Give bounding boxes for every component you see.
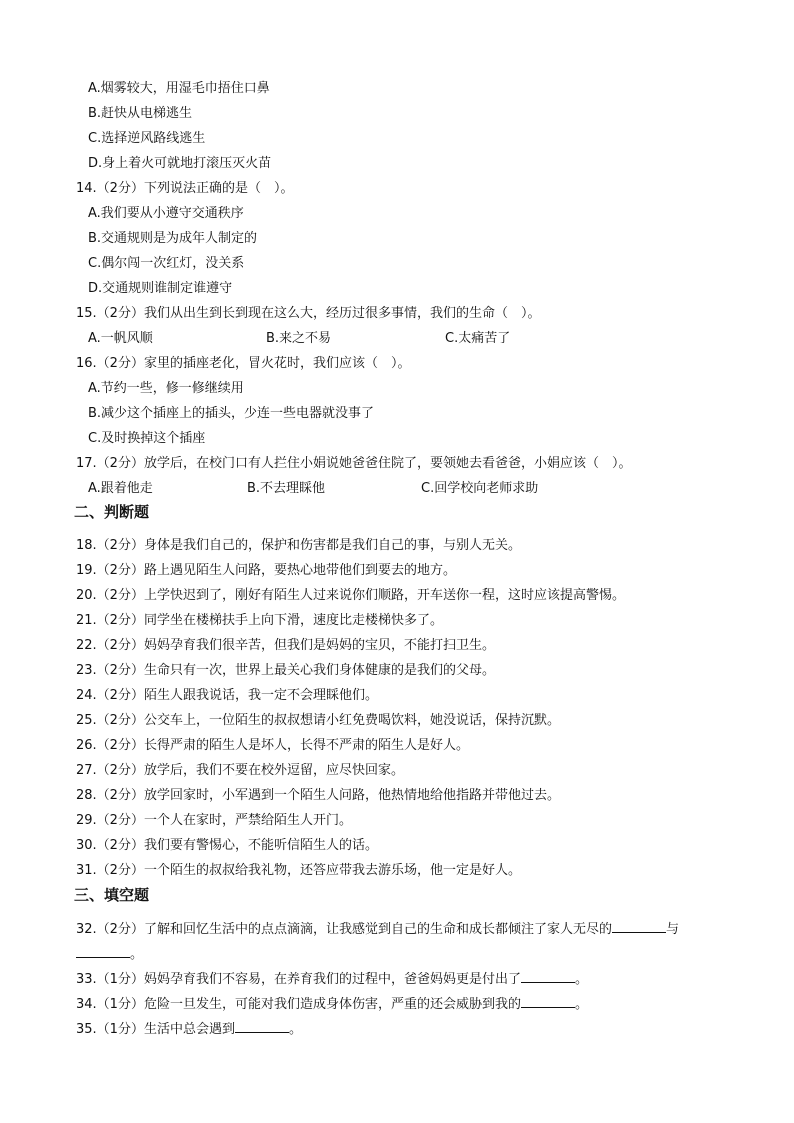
judge-item: 30.（2分）我们要有警惕心，不能听信陌生人的话。 <box>76 838 378 853</box>
section-title-fill: 三、填空题 <box>74 886 150 904</box>
q33-line <box>76 970 588 988</box>
q15-option-c: C.太痛苦了 <box>445 331 511 346</box>
q32-connector: 与 <box>665 922 679 937</box>
q14-option-c: C.偶尔闯一次红灯，没关系 <box>88 256 245 271</box>
judge-item: 18.（2分）身体是我们自己的，保护和伤害都是我们自己的事，与别人无关。 <box>76 538 521 553</box>
q33-text: 33.（1分）妈妈孕育我们不容易，在养育我们的过程中，爸爸妈妈更是付出了 <box>76 972 521 987</box>
q15-stem: 15.（2分）我们从出生到长到现在这么大，经历过很多事情，我们的生命（ ）。 <box>76 306 541 321</box>
q15-option-b: B.来之不易 <box>266 331 332 346</box>
q32-line2 <box>76 945 143 963</box>
q14-option-b: B.交通规则是为成年人制定的 <box>88 231 258 246</box>
q32-text: 32.（2分）了解和回忆生活中的点点滴滴，让我感觉到自己的生命和成长都倾注了家人无尽的 <box>76 922 612 937</box>
q35-text: 35.（1分）生活中总会遇到 <box>76 1022 235 1037</box>
q16-option-b: B.减少这个插座上的插头，少连一些电器就没事了 <box>88 406 375 421</box>
judge-item: 19.（2分）路上遇见陌生人问路，要热心地带他们到要去的地方。 <box>76 563 456 578</box>
q33-end: 。 <box>574 972 588 987</box>
q32-line1 <box>76 920 679 938</box>
q17-option-c: C.回学校向老师求助 <box>421 481 539 496</box>
q17-stem: 17.（2分）放学后，在校门口有人拦住小娟说她爸爸住院了，要领她去看爸爸，小娟应该（ ）。 <box>76 456 632 471</box>
answer-blank[interactable] <box>76 945 130 958</box>
q14-option-a: A.我们要从小遵守交通秩序 <box>88 206 244 221</box>
judge-item: 21.（2分）同学坐在楼梯扶手上向下滑，速度比走楼梯快多了。 <box>76 613 443 628</box>
answer-blank[interactable] <box>521 970 575 983</box>
answer-blank[interactable] <box>235 1020 289 1033</box>
answer-blank[interactable] <box>612 920 666 933</box>
judge-item: 24.（2分）陌生人跟我说话，我一定不会理睬他们。 <box>76 688 378 703</box>
q34-line <box>76 995 588 1013</box>
q15-option-a: A.一帆风顺 <box>88 331 153 346</box>
judge-item: 22.（2分）妈妈孕育我们很辛苦，但我们是妈妈的宝贝，不能打扫卫生。 <box>76 638 495 653</box>
judge-item: 29.（2分）一个人在家时，严禁给陌生人开门。 <box>76 813 352 828</box>
q35-line <box>76 1020 302 1038</box>
q16-stem: 16.（2分）家里的插座老化，冒火花时，我们应该（ ）。 <box>76 356 411 371</box>
q35-end: 。 <box>288 1022 302 1037</box>
q34-text: 34.（1分）危险一旦发生，可能对我们造成身体伤害，严重的还会威胁到我的 <box>76 997 521 1012</box>
judge-item: 20.（2分）上学快迟到了，刚好有陌生人过来说你们顺路，开车送你一程，这时应该提高警惕。 <box>76 588 625 603</box>
q13-option-b: B.赶快从电梯逃生 <box>88 106 193 121</box>
judge-item: 31.（2分）一个陌生的叔叔给我礼物，还答应带我去游乐场，他一定是好人。 <box>76 863 521 878</box>
section-title-judge: 二、判断题 <box>74 503 150 521</box>
q14-stem: 14.（2分）下列说法正确的是（ ）。 <box>76 181 294 196</box>
judge-item: 26.（2分）长得严肃的陌生人是坏人，长得不严肃的陌生人是好人。 <box>76 738 469 753</box>
q16-option-a: A.节约一些，修一修继续用 <box>88 381 244 396</box>
judge-item: 28.（2分）放学回家时，小军遇到一个陌生人问路，他热情地给他指路并带他过去。 <box>76 788 560 803</box>
q17-option-b: B.不去理睬他 <box>247 481 326 496</box>
q16-option-c: C.及时换掉这个插座 <box>88 431 206 446</box>
judge-item: 27.（2分）放学后，我们不要在校外逗留，应尽快回家。 <box>76 763 404 778</box>
q14-option-d: D.交通规则谁制定谁遵守 <box>88 281 233 296</box>
judge-item: 23.（2分）生命只有一次，世界上最关心我们身体健康的是我们的父母。 <box>76 663 495 678</box>
q17-option-a: A.跟着他走 <box>88 481 153 496</box>
answer-blank[interactable] <box>521 995 575 1008</box>
q13-option-c: C.选择逆风路线逃生 <box>88 131 206 146</box>
q34-end: 。 <box>574 997 588 1012</box>
judge-item: 25.（2分）公交车上，一位陌生的叔叔想请小红免费喝饮料，她没说话，保持沉默。 <box>76 713 560 728</box>
q32-end: 。 <box>130 947 144 962</box>
q13-option-a: A.烟雾较大，用湿毛巾捂住口鼻 <box>88 81 270 96</box>
q13-option-d: D.身上着火可就地打滚压灭火苗 <box>88 156 272 171</box>
